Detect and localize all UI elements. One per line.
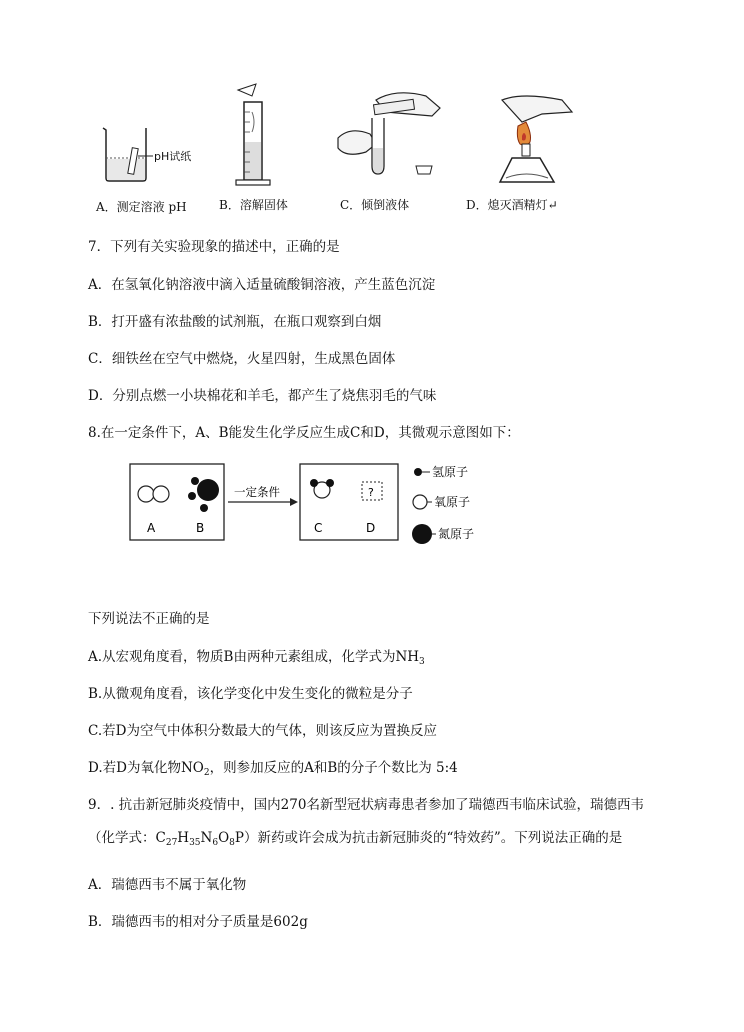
q8-option-a-text: A.从宏观角度看，物质B由两种元素组成，化学式为NH xyxy=(88,649,420,665)
oxygen-atom-icon xyxy=(413,495,427,509)
reaction-arrow-head xyxy=(290,498,298,506)
caption-a: A．测定溶液 pH xyxy=(96,200,187,214)
q8-sub-stem: 下列说法不正确的是 xyxy=(88,611,210,627)
arrow-condition-label: 一定条件 xyxy=(234,485,280,499)
graduated-cylinder-icon xyxy=(230,82,290,192)
q8-option-a xyxy=(88,648,425,671)
q7-option-a: A．在氢氧化钠溶液中滴入适量硫酸铜溶液，产生蓝色沉淀 xyxy=(88,277,436,293)
caption-d: D．熄灭酒精灯↵ xyxy=(466,198,558,212)
q8-option-d-pre: D.若D为氧化物NO xyxy=(88,760,204,776)
pouring-liquid-icon xyxy=(336,88,446,188)
label-d: D xyxy=(366,521,376,535)
q9-stem-line2 xyxy=(88,829,622,852)
formula-n: N xyxy=(200,830,213,846)
caption-c: C．倾倒液体 xyxy=(340,198,410,212)
legend-oxygen: 氧原子 xyxy=(434,495,471,509)
formula-sub-o: 8 xyxy=(229,838,235,848)
formula-sub-c: 27 xyxy=(165,838,178,848)
q9-formula-open: （化学式：C xyxy=(88,830,166,846)
formula-o: O xyxy=(218,830,230,846)
q9-option-b: B．瑞德西韦的相对分子质量是602g xyxy=(88,914,308,930)
q7-option-b: B．打开盛有浓盐酸的试剂瓶，在瓶口观察到白烟 xyxy=(88,314,382,330)
legend-hydrogen: 氢原子 xyxy=(432,465,469,479)
formula-p: P xyxy=(234,830,244,846)
q7-stem: 7．下列有关实验现象的描述中，正确的是 xyxy=(88,239,340,255)
reaction-diagram xyxy=(128,456,498,552)
formula-sub-h: 35 xyxy=(189,838,201,848)
formula-sub-n: 6 xyxy=(212,838,219,848)
beaker-ph-paper-icon xyxy=(98,118,208,188)
unknown-mark: ? xyxy=(368,486,374,499)
q9-option-a: A．瑞德西韦不属于氧化物 xyxy=(88,877,247,893)
q8-option-b: B.从微观角度看，该化学变化中发生变化的微粒是分子 xyxy=(88,686,413,702)
q8-option-c: C.若D为空气中体积分数最大的气体，则该反应为置换反应 xyxy=(88,723,437,739)
alcohol-lamp-icon xyxy=(482,92,582,188)
q9-stem-line1: 9．. 抗击新冠肺炎疫情中，国内270名新型冠状病毒患者参加了瑞德西韦临床试验，瑞德西韦 xyxy=(88,797,644,813)
label-b: B xyxy=(196,521,205,535)
q8-option-d-post: ，则参加反应的A和B的分子个数比为 5:4 xyxy=(209,760,458,776)
q7-option-d: D．分别点燃一小块棉花和羊毛，都产生了烧焦羽毛的气味 xyxy=(88,388,437,404)
q7-option-c: C．细铁丝在空气中燃烧，火星四射，生成黑色固体 xyxy=(88,351,396,367)
hydrogen-atom-icon xyxy=(414,468,422,476)
nitrogen-atom-icon xyxy=(412,524,432,544)
q8-option-a-sub: 3 xyxy=(419,657,425,667)
label-a: A xyxy=(147,521,156,535)
caption-b: B．溶解固体 xyxy=(219,198,288,212)
label-c: C xyxy=(314,521,323,535)
q8-option-d-sub: 2 xyxy=(203,768,210,778)
q8-option-d xyxy=(88,759,458,782)
q8-stem: 8.在一定条件下，A、B能发生化学反应生成C和D，其微观示意图如下： xyxy=(88,425,520,441)
legend-nitrogen: 氮原子 xyxy=(438,527,475,541)
formula-h: H xyxy=(177,830,190,846)
q9-stem-rest: ）新药或许会成为抗击新冠肺炎的“特效药”。下列说法正确的是 xyxy=(243,830,623,846)
ph-paper-label: pH试纸 xyxy=(154,150,192,163)
